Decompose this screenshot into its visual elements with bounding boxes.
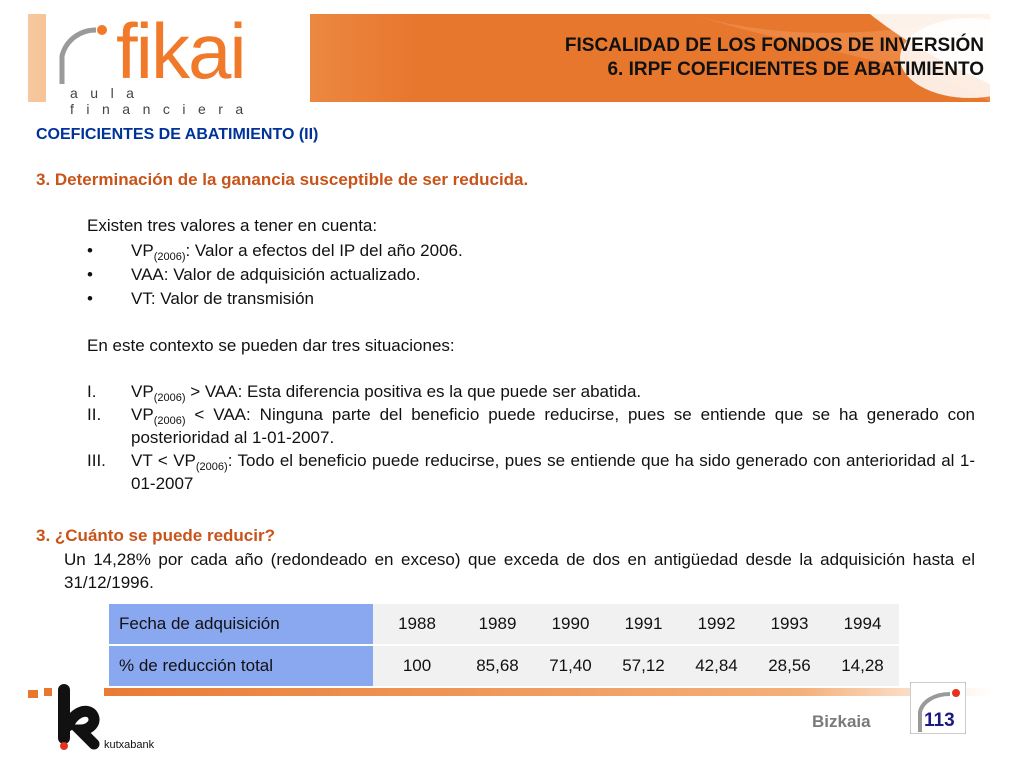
- table-cell: 100: [373, 645, 461, 687]
- list-item: [87, 239, 463, 263]
- header-title-line1: FISCALIDAD DE LOS FONDOS DE INVERSIÓN: [564, 35, 984, 56]
- list-item: [87, 263, 463, 287]
- row-header-reduction: % de reducción total: [109, 645, 373, 687]
- footer-square: [28, 690, 38, 698]
- bullet-icon: •: [87, 241, 93, 260]
- situation-number: I.: [87, 382, 97, 401]
- context-text: En este contexto se pueden dar tres situaciones:: [87, 336, 455, 355]
- header-banner: [28, 7, 990, 117]
- situation-number: III.: [87, 451, 106, 470]
- situation-sub: (2006): [153, 415, 186, 427]
- table-row: [109, 604, 899, 645]
- list-item: [87, 380, 975, 403]
- situation-post: > VAA: Esta diferencia positiva es la que puede ser abatida.: [185, 382, 642, 401]
- question-title: 3. ¿Cuánto se puede reducir?: [36, 526, 275, 545]
- situation-pre: VT < VP: [131, 451, 196, 470]
- situation-pre: VP: [131, 382, 154, 401]
- situation-post: : Todo el beneficio puede reducirse, pues se entiende que ha sido generado con anterioridad al 1-01-2007: [131, 451, 975, 493]
- region-label: Bizkaia: [812, 712, 871, 731]
- kutxabank-wordmark: kutxabank: [104, 739, 155, 751]
- values-bullet-list: [87, 239, 463, 311]
- logo-subtitle: aula financiera: [70, 85, 256, 117]
- question-body: Un 14,28% por cada año (redondeado en exceso) que exceda de dos en antigüedad desde la adquisición hasta el 31/12/1996.: [64, 550, 975, 592]
- table-cell: 1993: [753, 604, 826, 645]
- table-cell: 42,84: [680, 645, 753, 687]
- table-cell: 1989: [461, 604, 534, 645]
- list-item: [87, 449, 975, 495]
- table-cell: 1988: [373, 604, 461, 645]
- bullet-text: VT: Valor de transmisión: [131, 289, 314, 308]
- logo-wordmark: fikai: [116, 7, 245, 95]
- bullet-post: : Valor a efectos del IP del año 2006.: [185, 241, 463, 260]
- row-header-year: Fecha de adquisición: [109, 604, 373, 645]
- situation-sub: (2006): [195, 461, 228, 473]
- section-title: COEFICIENTES DE ABATIMIENTO (II): [36, 126, 319, 143]
- table-cell: 85,68: [461, 645, 534, 687]
- reduction-table: [109, 604, 899, 688]
- table-cell: 1992: [680, 604, 753, 645]
- step3-title: 3. Determinación de la ganancia susceptible de ser reducida.: [36, 170, 529, 189]
- bullet-icon: •: [87, 265, 93, 284]
- situation-number: II.: [87, 405, 102, 424]
- bullet-text: VAA: Valor de adquisición actualizado.: [131, 265, 421, 284]
- header-title-line2: 6. IRPF COEFICIENTES DE ABATIMIENTO: [607, 59, 984, 80]
- table-cell: 28,56: [753, 645, 826, 687]
- list-item: [87, 403, 975, 449]
- fikai-swoosh-icon: [56, 22, 112, 88]
- fikai-logo: [46, 7, 310, 117]
- table-cell: 71,40: [534, 645, 607, 687]
- table-cell: 1990: [534, 604, 607, 645]
- table-cell: 1991: [607, 604, 680, 645]
- situation-pre: VP: [131, 405, 154, 424]
- bullet-sub: (2006): [153, 251, 186, 263]
- table-row: [109, 645, 899, 687]
- footer-divider: [44, 688, 990, 696]
- table-cell: 57,12: [607, 645, 680, 687]
- page-number: 113: [924, 710, 955, 731]
- bullet-pre: VP: [131, 241, 154, 260]
- kutxabank-logo-icon: [52, 682, 104, 750]
- step3-intro: Existen tres valores a tener en cuenta:: [87, 216, 378, 235]
- situations-list: [87, 380, 975, 495]
- bullet-icon: •: [87, 289, 93, 308]
- header-titles: [565, 34, 984, 82]
- situation-post: < VAA: Ninguna parte del beneficio puede reducirse, pues se entiende que se ha generado con posterioridad al 1-01-2007.: [131, 405, 975, 447]
- table-cell: 14,28: [826, 645, 899, 687]
- table-cell: 1994: [826, 604, 899, 645]
- list-item: [87, 287, 463, 311]
- situation-sub: (2006): [153, 392, 186, 404]
